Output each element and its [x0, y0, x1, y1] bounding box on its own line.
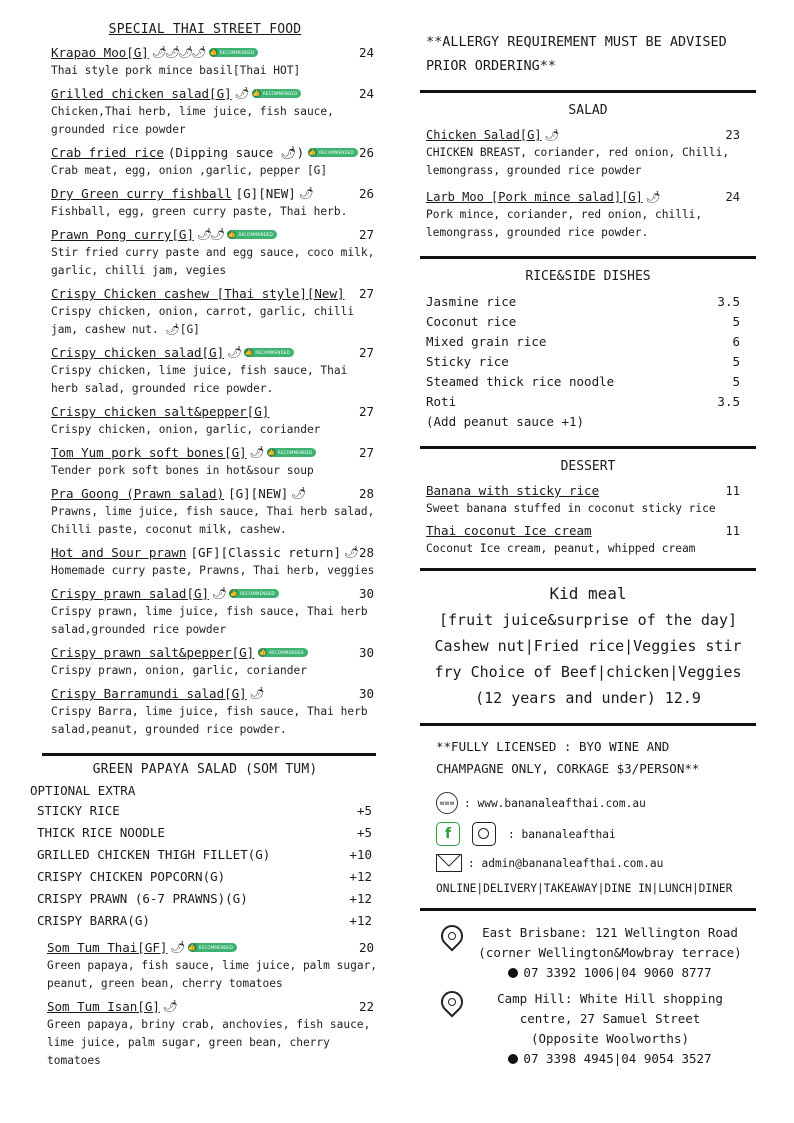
menu-item-description: Green papaya, fish sauce, lime juice, palm sugar, peanut, green bean, cherry tomatoes	[47, 959, 378, 990]
side-dish-price: 6	[732, 334, 740, 349]
menu-item	[30, 938, 380, 993]
address-line: East Brisbane: 121 Wellington Road	[482, 925, 738, 940]
rice-list	[420, 292, 756, 412]
menu-item-description: Crispy chicken, onion, garlic, coriander	[51, 423, 321, 436]
side-dish-name: Steamed thick rice noodle	[426, 374, 615, 389]
dessert-title: DESSERT	[560, 459, 616, 474]
thumbs-up-icon: 👍	[258, 649, 267, 656]
menu-item-name: Som Tum Isan[G]	[47, 999, 160, 1014]
menu-item-description: Crab meat, egg, onion ,garlic, pepper [G]	[51, 164, 328, 177]
menu-item-header	[51, 484, 380, 503]
recommended-badge	[229, 589, 279, 598]
menu-item-header	[51, 184, 380, 203]
globe-icon: www	[436, 792, 458, 814]
rice-section	[420, 259, 756, 438]
location-text	[474, 923, 746, 983]
menu-item-description: Fishball, egg, green curry paste, Thai herb.	[51, 205, 348, 218]
address-line: Camp Hill: White Hill shopping	[497, 991, 723, 1006]
chili-icon: 🌶🌶🌶🌶	[151, 45, 205, 59]
thumbs-up-icon: 👍	[308, 149, 317, 156]
menu-item-price: 28	[358, 545, 374, 560]
kid-meal-title: Kid meal	[549, 584, 627, 603]
dessert-item-description: Coconut Ice cream, peanut, whipped cream	[426, 542, 696, 555]
side-dish-row	[420, 312, 756, 332]
menu-item	[30, 284, 380, 339]
phone-icon	[508, 1054, 518, 1064]
menu-item-name: Crispy prawn salad[G]	[51, 586, 210, 601]
recommended-badge	[267, 448, 317, 457]
menu-item	[30, 402, 380, 439]
menu-item-name: Crispy chicken salt&pepper[G]	[51, 404, 270, 419]
menu-item	[30, 184, 380, 221]
menu-item-name: Hot and Sour prawn	[51, 545, 187, 560]
menu-item-name: Prawn Pong curry[G]	[51, 227, 194, 242]
locations-section	[420, 911, 756, 1069]
menu-item-description: Crispy chicken, onion, carrot, garlic, chilli jam, cashew nut. 🌶[G]	[51, 305, 355, 336]
street-food-list	[30, 43, 380, 739]
instagram-icon[interactable]	[472, 822, 496, 846]
chili-icon: 🌶	[170, 940, 184, 954]
optional-extra-price: +5	[356, 803, 372, 818]
thumbs-up-icon: 👍	[267, 449, 276, 456]
optional-extra-price: +12	[349, 869, 372, 884]
menu-item-price: 20	[358, 940, 374, 955]
menu-item	[30, 343, 380, 398]
address-line: (Opposite Woolworths)	[530, 1031, 690, 1046]
menu-item-header	[51, 443, 380, 462]
menu-item-header	[51, 343, 380, 362]
rice-title: RICE&SIDE DISHES	[525, 269, 651, 284]
chili-icon: 🌶	[544, 128, 558, 142]
menu-item-description: Homemade curry paste, Prawns, Thai herb, veggies	[51, 564, 375, 577]
dessert-item-name: Banana with sticky rice	[426, 483, 600, 498]
menu-item-name: Crispy chicken salad[G]	[51, 345, 225, 360]
menu-item-name: Grilled chicken salad[G]	[51, 86, 232, 101]
side-dish-name: Jasmine rice	[426, 294, 517, 309]
menu-item-note: [GF][Classic return]	[190, 545, 341, 560]
side-dish-name: Mixed grain rice	[426, 334, 547, 349]
menu-item-name: Som Tum Thai[GF]	[47, 940, 168, 955]
menu-item-price: 27	[358, 345, 374, 360]
menu-item-header	[51, 43, 380, 62]
side-dish-name: Sticky rice	[426, 354, 509, 369]
menu-item-header	[51, 543, 380, 562]
chili-icon: 🌶	[227, 345, 241, 359]
left-column	[30, 22, 380, 1074]
side-dish-name: Coconut rice	[426, 314, 517, 329]
salad-list	[420, 126, 756, 242]
optional-extra-row	[30, 800, 380, 822]
dessert-item-description: Sweet banana stuffed in coconut sticky rice	[426, 502, 716, 515]
papaya-section	[30, 753, 380, 1070]
recommended-label: RECOMMENDED	[269, 650, 304, 655]
menu-item-header	[51, 84, 380, 103]
thumbs-up-icon: 👍	[188, 944, 196, 951]
menu-item-price: 24	[358, 86, 374, 101]
optional-extra-name: STICKY RICE	[37, 803, 120, 818]
optional-extra-price: +10	[349, 847, 372, 862]
chili-icon: 🌶	[234, 86, 248, 100]
thumbs-up-icon: 👍	[252, 90, 261, 97]
menu-item-note: [G][NEW]	[235, 186, 296, 201]
menu-item-header	[47, 997, 380, 1016]
chili-icon: 🌶	[212, 586, 226, 600]
side-dish-price: 5	[732, 314, 740, 329]
menu-item	[30, 643, 380, 680]
dessert-item	[420, 482, 756, 518]
optional-extra-row	[30, 866, 380, 888]
optional-extra-price: +12	[349, 913, 372, 928]
menu-item-note: (Dipping sauce 🌶)	[167, 145, 305, 160]
menu-item-name: Pra Goong (Prawn salad)	[51, 486, 225, 501]
menu-item	[30, 143, 380, 180]
thumbs-up-icon: 👍	[209, 49, 218, 56]
recommended-label: RECOMMENDED	[240, 591, 275, 596]
side-dish-row	[420, 352, 756, 372]
menu-item-price: 30	[358, 645, 374, 660]
salad-item-description: CHICKEN BREAST, coriander, red onion, Chilli, lemongrass, grounded rice powder	[426, 146, 730, 177]
license-notice	[436, 736, 742, 780]
menu-item	[30, 684, 380, 739]
dessert-item-header	[426, 482, 750, 500]
menu-item-price: 27	[358, 227, 374, 242]
kid-meal-line: [fruit juice&surprise of the day]	[438, 611, 737, 629]
location	[436, 989, 746, 1069]
chili-icon: 🌶	[162, 999, 177, 1013]
side-dish-price: 3.5	[717, 394, 740, 409]
menu-item-price: 27	[358, 404, 374, 419]
phone-number[interactable]: 07 3392 1006|04 9060 8777	[523, 965, 712, 980]
thumbs-up-icon: 👍	[245, 349, 253, 356]
address-line: (corner Wellington&Mowbray terrace)	[478, 945, 742, 960]
menu-item-description: Crispy chicken, lime juice, fish sauce, Thai herb salad, grounded rice powder.	[51, 364, 348, 395]
recommended-label: RECOMMENDED	[262, 91, 298, 96]
menu-item-price: 26	[358, 145, 374, 160]
optional-extra-price: +5	[356, 825, 372, 840]
menu-item	[30, 997, 380, 1070]
chili-icon: 🌶	[343, 545, 358, 559]
location-text	[474, 989, 746, 1069]
recommended-badge	[252, 89, 302, 98]
menu-item-description: Chicken,Thai herb, lime juice, fish sauce, grounded rice powder	[51, 105, 334, 136]
chili-icon: 🌶	[249, 686, 263, 700]
optional-extra-name: CRISPY CHICKEN POPCORN(G)	[37, 869, 226, 884]
facebook-icon[interactable]: f	[436, 822, 460, 846]
phone-number[interactable]: 07 3398 4945|04 9054 3527	[523, 1051, 712, 1066]
license-line-1: **FULLY LICENSED : BYO WINE AND	[436, 739, 670, 754]
locations-list	[436, 923, 746, 1069]
dessert-item	[420, 522, 756, 558]
menu-item-description: Green papaya, briny crab, anchovies, fish sauce, lime juice, palm sugar, green bean, cherry tomatoes	[47, 1018, 371, 1067]
menu-item	[30, 84, 380, 139]
salad-section	[420, 93, 756, 256]
thumbs-up-icon: 👍	[228, 231, 236, 238]
menu-item-header	[51, 684, 380, 703]
contact-section	[420, 726, 756, 908]
recommended-label: RECOMMENDED	[238, 232, 274, 237]
menu-item-description: Stir fried curry paste and egg sauce, coco milk, garlic, chilli jam, vegies	[51, 246, 375, 277]
menu-item	[30, 443, 380, 480]
menu-item-name: Crispy Chicken cashew [Thai style][New]	[51, 286, 345, 301]
kid-meal-line: Cashew nut|Fried rice|Veggies stir	[434, 637, 742, 655]
salad-item-header	[426, 188, 750, 206]
side-dish-row	[420, 372, 756, 392]
menu-item-price: 30	[358, 686, 374, 701]
menu-item-name: Crispy Barramundi salad[G]	[51, 686, 247, 701]
recommended-label: RECOMMENDED	[277, 450, 313, 455]
chili-icon: 🌶	[298, 186, 313, 200]
recommended-badge	[188, 943, 238, 952]
menu-item-header	[51, 143, 380, 162]
recommended-badge	[227, 230, 277, 239]
optional-extra-row	[30, 910, 380, 932]
salad-item-price: 23	[725, 128, 740, 142]
recommended-badge	[308, 148, 358, 157]
menu-item-name: Dry Green curry fishball	[51, 186, 232, 201]
side-dish-price: 5	[732, 374, 740, 389]
optional-extra-row	[30, 844, 380, 866]
menu-item-description: Crispy prawn, onion, garlic, coriander	[51, 664, 307, 677]
optional-extra-name: CRISPY PRAWN (6-7 PRAWNS)(G)	[37, 891, 248, 906]
menu-item-name: Krapao Moo[G]	[51, 45, 149, 60]
papaya-list	[30, 938, 380, 1070]
map-pin-icon	[436, 925, 466, 955]
recommended-badge	[244, 348, 294, 357]
menu-item-price: 30	[358, 586, 374, 601]
menu-item-description: Crispy prawn, lime juice, fish sauce, Thai herb salad,grounded rice powder	[51, 605, 368, 636]
salad-item-name: Chicken Salad[G]	[426, 128, 542, 142]
menu-item	[30, 43, 380, 80]
kid-meal-section	[420, 571, 756, 723]
menu-item	[30, 484, 380, 539]
mail-icon	[436, 854, 462, 872]
menu-item-price: 27	[358, 286, 374, 301]
dessert-item-name: Thai coconut Ice cream	[426, 523, 592, 538]
dessert-item-price: 11	[725, 524, 740, 538]
menu-item-name: Tom Yum pork soft bones[G]	[51, 445, 247, 460]
chili-icon: 🌶	[291, 486, 305, 500]
recommended-label: RECOMMENDED	[198, 945, 234, 950]
optional-extra-title: OPTIONAL EXTRA	[30, 783, 136, 798]
recommended-label: RECOMMENDED	[255, 350, 290, 355]
chili-icon: 🌶🌶	[197, 227, 224, 241]
menu-item-price: 27	[358, 445, 374, 460]
side-dish-row	[420, 292, 756, 312]
side-dish-row	[420, 392, 756, 412]
phone-icon	[508, 968, 518, 978]
menu-item-name: Crab fried rice	[51, 145, 164, 160]
optional-extra-price: +12	[349, 891, 372, 906]
license-line-2: CHAMPAGNE ONLY, CORKAGE $3/PERSON**	[436, 761, 700, 776]
menu-item-header	[51, 584, 380, 603]
website-link[interactable]: : www.bananaleafthai.com.au	[464, 796, 646, 810]
salad-title: SALAD	[568, 103, 608, 118]
menu-item-price: 28	[358, 486, 374, 501]
menu-item-header	[47, 938, 380, 957]
dessert-item-price: 11	[725, 484, 740, 498]
side-dish-price: 3.5	[717, 294, 740, 309]
services-line: ONLINE|DELIVERY|TAKEAWAY|DINE IN|LUNCH|DINER	[436, 882, 733, 895]
salad-item-header	[426, 126, 750, 144]
divider	[42, 753, 376, 756]
papaya-title: GREEN PAPAYA SALAD (SOM TUM)	[92, 762, 318, 777]
menu-item-price: 24	[358, 45, 374, 60]
menu-item-description: Thai style pork mince basil[Thai HOT]	[51, 64, 301, 77]
phone-line	[474, 963, 746, 983]
salad-item	[420, 188, 756, 242]
address-line: centre, 27 Samuel Street	[519, 1011, 701, 1026]
recommended-label: RECOMMENDED	[319, 150, 354, 155]
map-pin-icon	[436, 991, 466, 1021]
salad-item-price: 24	[725, 190, 740, 204]
kid-meal-line: (12 years and under) 12.9	[475, 689, 701, 707]
optional-extra-name: CRISPY BARRA(G)	[37, 913, 150, 928]
side-dish-row	[420, 332, 756, 352]
email-link[interactable]: : admin@bananaleafthai.com.au	[468, 856, 664, 870]
chili-icon: 🌶	[645, 190, 659, 204]
menu-item-description: Tender pork soft bones in hot&sour soup	[51, 464, 314, 477]
menu-item-note: [G][NEW]	[228, 486, 289, 501]
rice-note: (Add peanut sauce +1)	[426, 414, 585, 429]
dessert-section	[420, 449, 756, 568]
dessert-item-header	[426, 522, 750, 540]
menu-item-price: 22	[358, 999, 374, 1014]
website-row	[436, 792, 742, 814]
location	[436, 923, 746, 983]
optional-extra-name: GRILLED CHICKEN THIGH FILLET(G)	[37, 847, 271, 862]
menu-item-header	[51, 284, 380, 303]
menu-item-description: Crispy Barra, lime juice, fish sauce, Thai herb salad,peanut, grounded rice powder.	[51, 705, 368, 736]
optional-extra-name: THICK RICE NOODLE	[37, 825, 165, 840]
menu-item-header	[51, 643, 380, 662]
menu-item-name: Crispy prawn salt&pepper[G]	[51, 645, 255, 660]
menu-item	[30, 225, 380, 280]
kid-meal-line: fry Choice of Beef|chicken|Veggies	[434, 663, 742, 681]
salad-item	[420, 126, 756, 180]
optional-extra-row	[30, 822, 380, 844]
salad-item-description: Pork mince, coriander, red onion, chilli, lemongrass, grounded rice powder.	[426, 208, 703, 239]
side-dish-price: 5	[732, 354, 740, 369]
recommended-badge	[209, 48, 259, 57]
optional-extra-list	[30, 800, 380, 932]
optional-extra-row	[30, 888, 380, 910]
social-row	[436, 822, 742, 846]
chili-icon: 🌶	[249, 445, 263, 459]
salad-item-name: Larb Moo [Pork mince salad][G]	[426, 190, 643, 204]
recommended-label: RECOMMENDED	[219, 50, 255, 55]
menu-item	[30, 584, 380, 639]
menu-item	[30, 543, 380, 580]
dessert-list	[420, 482, 756, 558]
phone-line	[474, 1049, 746, 1069]
thumbs-up-icon: 👍	[230, 590, 238, 597]
right-column	[420, 30, 756, 1075]
menu-item-header	[51, 225, 380, 244]
menu-item-price: 26	[358, 186, 374, 201]
menu-item-header	[51, 402, 380, 421]
menu-item-description: Prawns, lime juice, fish sauce, Thai herb salad, Chilli paste, coconut milk, cashew.	[51, 505, 375, 536]
social-handle: : bananaleafthai	[508, 827, 616, 841]
email-row	[436, 854, 742, 872]
street-food-title: SPECIAL THAI STREET FOOD	[108, 22, 302, 37]
recommended-badge	[258, 648, 308, 657]
side-dish-name: Roti	[426, 394, 457, 409]
allergy-notice: **ALLERGY REQUIREMENT MUST BE ADVISED PRIOR ORDERING**	[426, 34, 727, 74]
